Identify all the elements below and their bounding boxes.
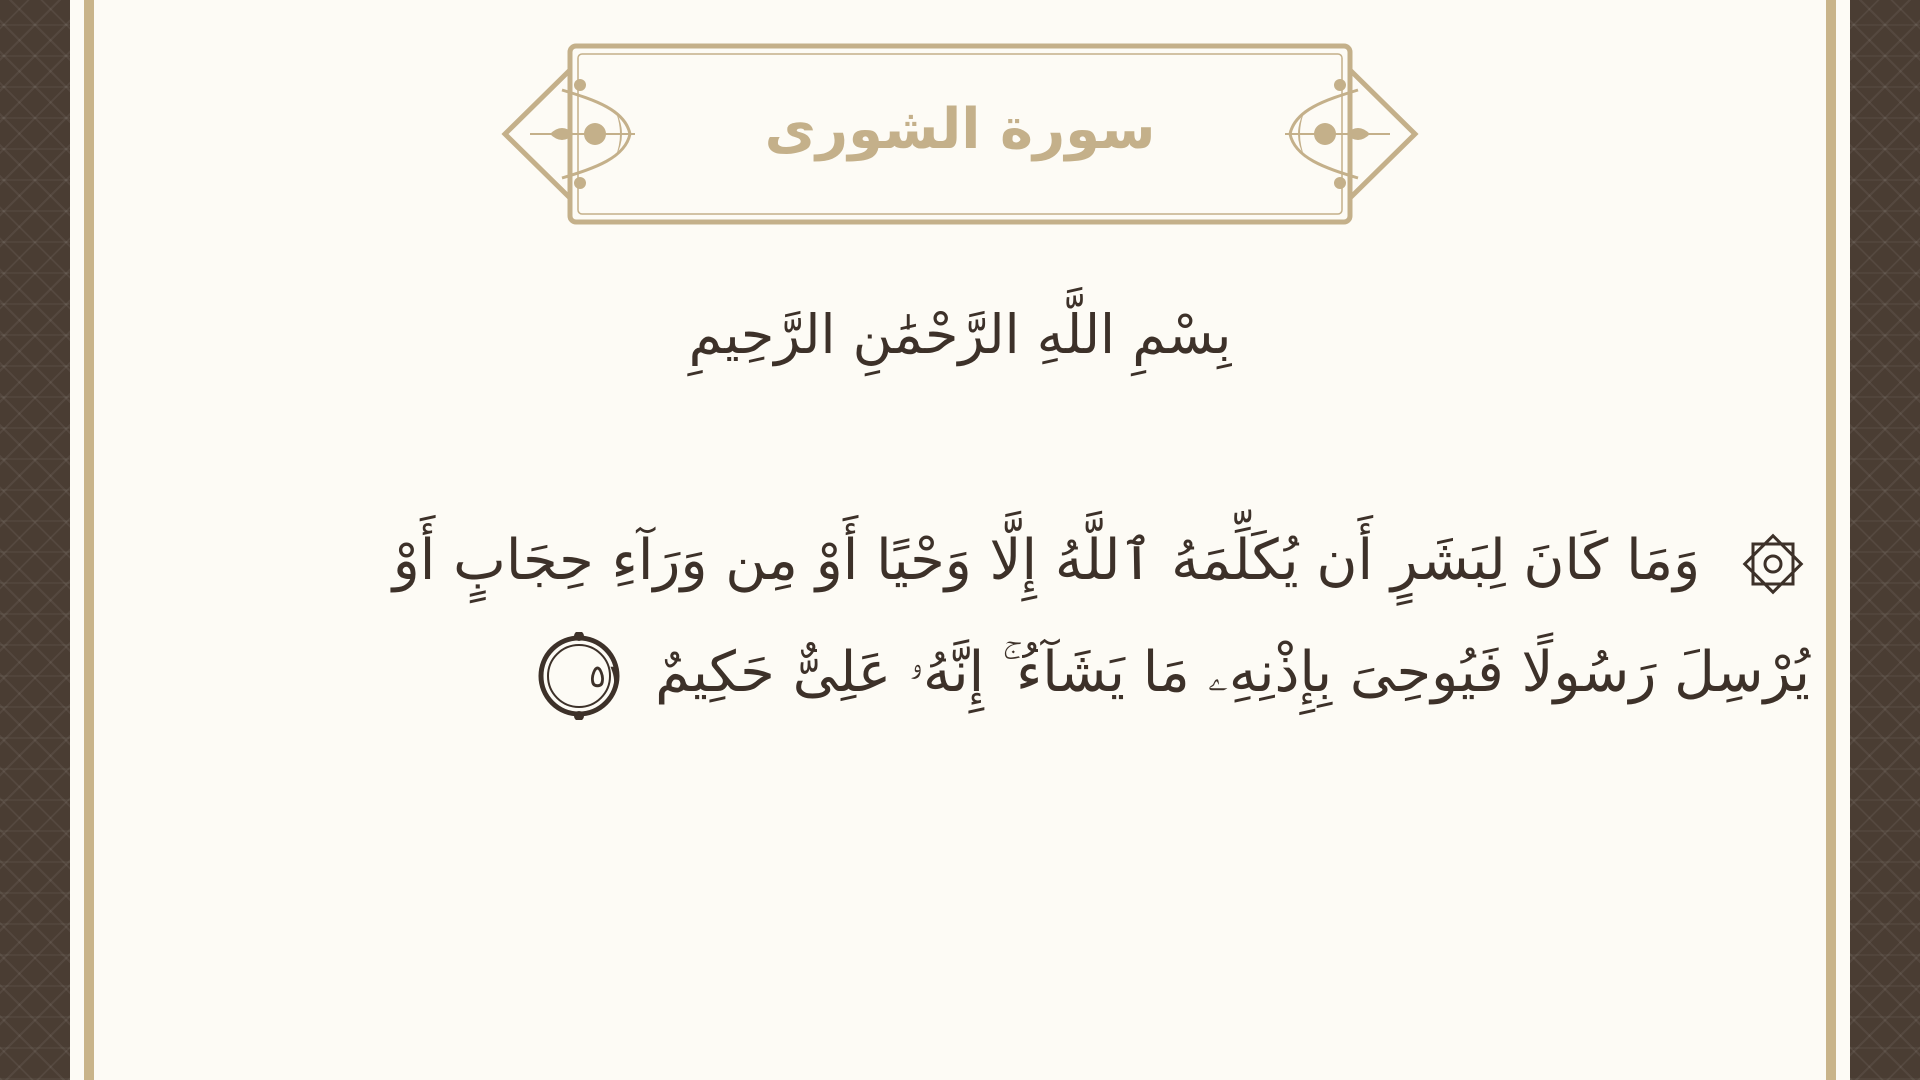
basmala: بِسْمِ اللَّهِ الرَّحْمَٰنِ الرَّحِيمِ xyxy=(688,303,1232,366)
ayah-number: ٥١ xyxy=(588,656,624,695)
verse-line-1-text: وَمَا كَانَ لِبَشَرٍ أَن يُكَلِّمَهُ ٱللَّهُ إِلَّا وَحْيًا أَوْ مِن وَرَآءِ حِجَابٍ أَوْ xyxy=(392,528,1701,593)
surah-header-frame xyxy=(500,40,1420,230)
left-ornamental-border xyxy=(0,0,70,1080)
verse-line-2-text: يُرْسِلَ رَسُولًا فَيُوحِىَ بِإِذْنِهِۦ مَا يَشَآءُ ۚ إِنَّهُۥ عَلِىٌّ حَكِيمٌ xyxy=(655,640,1810,705)
right-ornamental-border xyxy=(1850,0,1920,1080)
surah-title: سورة الشورى xyxy=(764,97,1156,162)
verse-line-2 xyxy=(190,617,1810,729)
verse-line-1 xyxy=(190,505,1810,617)
rub-el-hizb-icon xyxy=(1736,527,1810,601)
ayah-end-marker xyxy=(535,632,623,720)
right-gold-rule xyxy=(1826,0,1836,1080)
left-gold-rule xyxy=(84,0,94,1080)
verse-text xyxy=(190,505,1810,729)
